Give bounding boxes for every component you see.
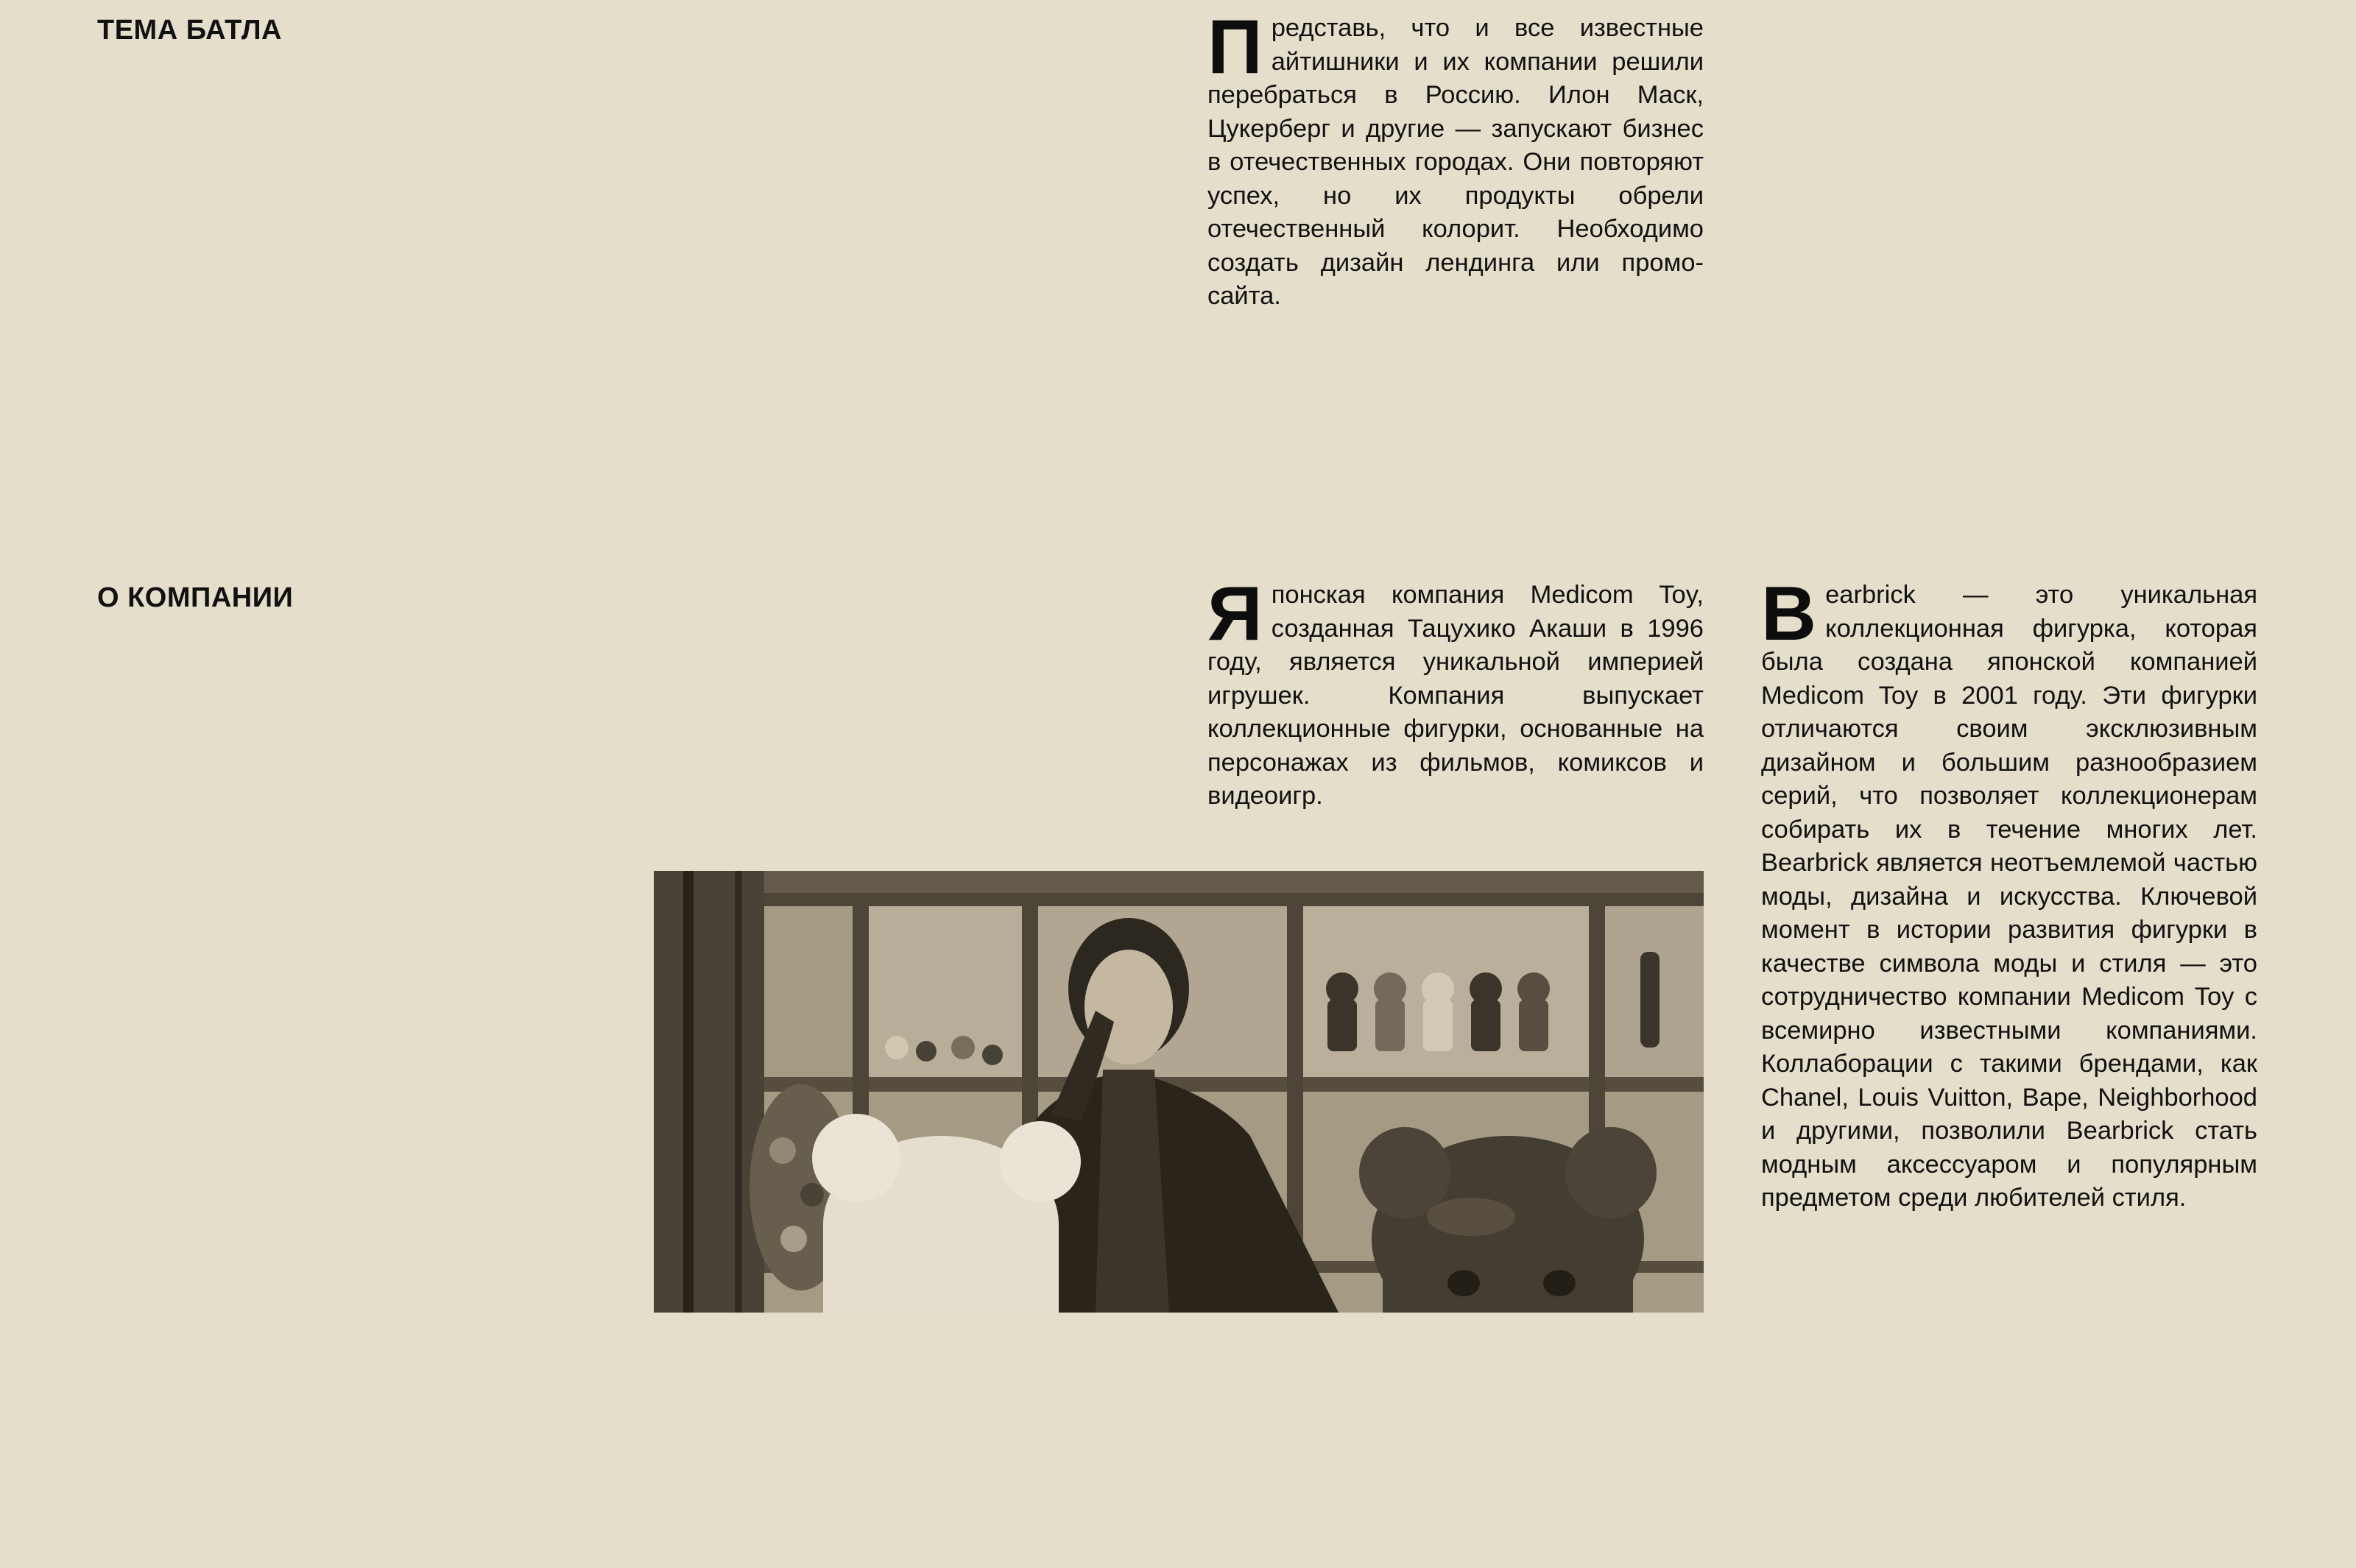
section-title-company: О КОМПАНИИ	[97, 582, 294, 613]
bearbrick-paragraph	[1761, 571, 2257, 1215]
theme-paragraph	[1207, 4, 1704, 314]
company-paragraph	[1207, 571, 1704, 813]
company-text: понская компания Medicom Toy, созданная Тацухико Акаши в 1996 году, является уникальной империей игрушек. Компания выпускает коллекционные фигурки, основанные на персонажах из фильмов, комиксов и видеоигр.	[1207, 581, 1704, 810]
theme-dropcap: П	[1207, 4, 1263, 90]
theme-text: редставь, что и все известные айтишники и их компании решили перебраться в Россию. Илон Маск, Цукерберг и другие — запускают бизнес в отечественных городах. Они повторяют успех, но их продукты обрели отечественный колорит. Необходимо создать дизайн лендинга или промо-сайта.	[1207, 14, 1704, 310]
company-dropcap: Я	[1207, 571, 1263, 657]
bearbrick-dropcap: B	[1761, 571, 1817, 657]
founder-photo	[654, 871, 1704, 1313]
section-title-theme: ТЕМА БАТЛА	[97, 15, 282, 46]
bearbrick-text: earbrick — это уникальная коллекционная фигурка, которая была создана японской компанией Medicom Toy в 2001 году. Эти фигурки отличаются своим эксклюзивным дизайном и большим разнообразием серий, что позволяет коллекционерам собирать их в течение многих лет. Bearbrick является неотъемлемой частью моды, дизайна и искусства. Ключевой момент в истории развития фигурки в качестве символа моды и стиля — это сотрудничество компании Medicom Toy с всемирно известными компаниями. Коллаборации с такими брендами, как Chanel, Louis Vuitton, Bape, Neighborhood и другими, позволили Bearbrick стать модным аксессуаром и популярным предметом среди любителей стиля.	[1761, 581, 2257, 1212]
